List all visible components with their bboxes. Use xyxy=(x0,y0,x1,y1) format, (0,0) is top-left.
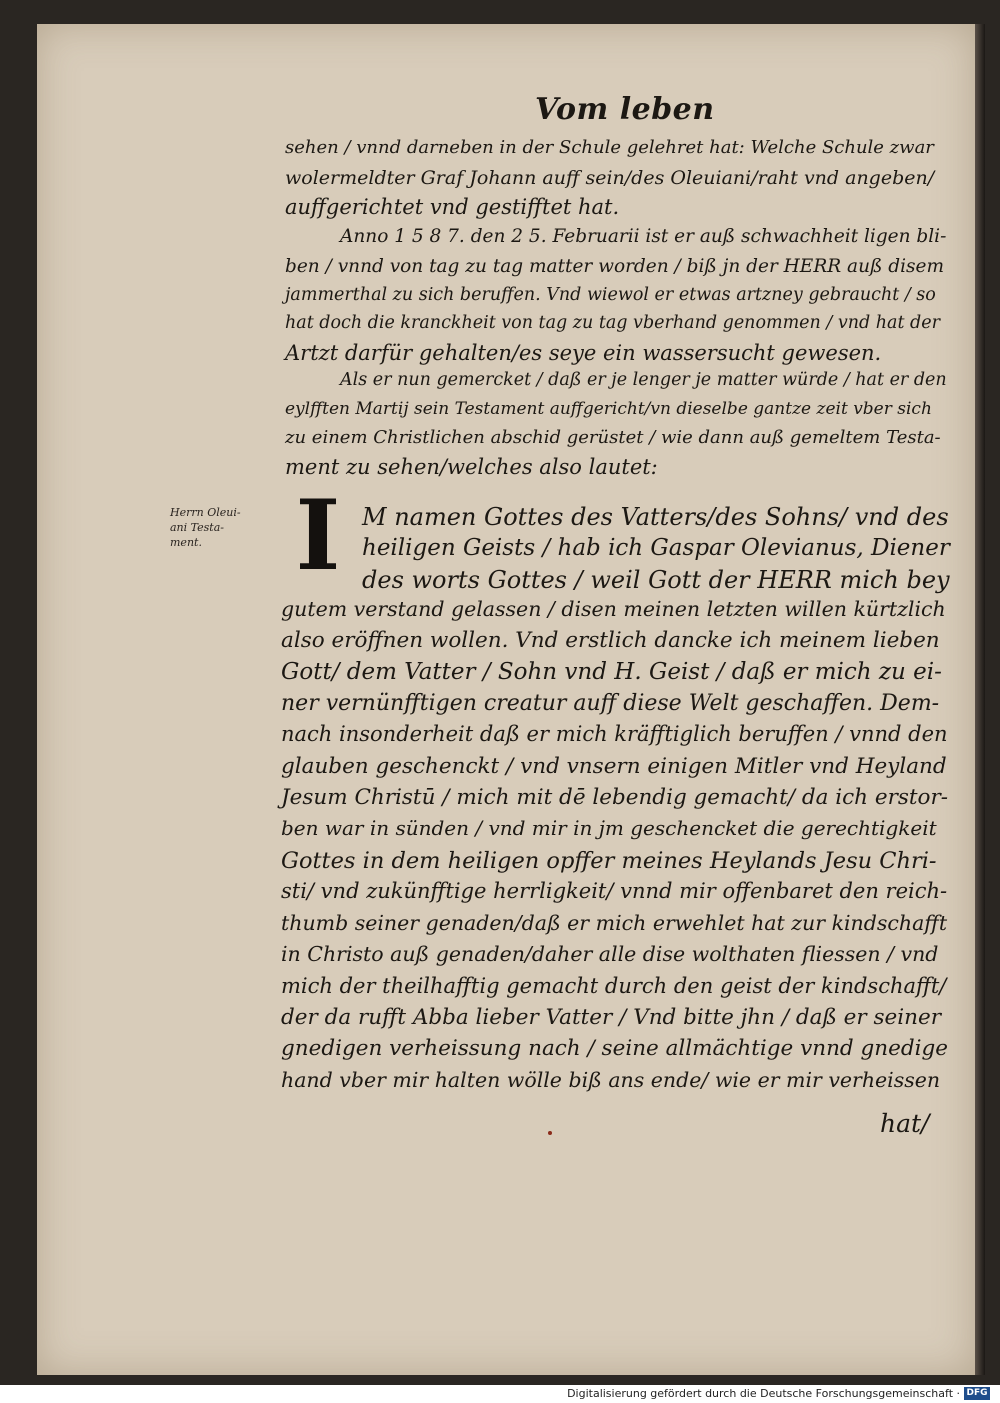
text-line: ben war in sünden / vnd mir in jm geschencket die gerechtigkeit xyxy=(281,816,937,840)
page-edge xyxy=(975,24,985,1375)
text-line: hat doch die kranckheit von tag zu tag vberhand genommen / vnd hat der xyxy=(285,313,940,333)
text-line: thumb seiner genaden/daß er mich erwehlet hat zur kindschafft xyxy=(281,911,948,935)
dfg-logo[interactable]: DFG xyxy=(964,1387,990,1400)
text-line: M namen Gottes des Vatters/des Sohns/ vnd des xyxy=(362,503,949,531)
text-line: Artzt darfür gehalten/es seye ein wassersucht gewesen. xyxy=(285,341,882,365)
text-line: sti/ vnd zukünfftige herrligkeit/ vnnd mir offenbaret den reich- xyxy=(281,879,948,903)
text-line: auffgerichtet vnd gestifftet hat. xyxy=(285,195,620,219)
text-line: des worts Gottes / weil Gott der HERR mich bey xyxy=(362,566,950,594)
text-line: jammerthal zu sich beruffen. Vnd wiewol er etwas artzney gebraucht / so xyxy=(285,285,936,305)
text-line: Anno 1 5 8 7. den 2 5. Februarii ist er auß schwachheit ligen bli- xyxy=(340,226,947,247)
ink-spot xyxy=(548,1131,552,1135)
catchword: hat/ xyxy=(880,1109,930,1138)
text-line: heiligen Geists / hab ich Gaspar Olevianus, Diener xyxy=(362,535,950,561)
text-line: der da rufft Abba lieber Vatter / Vnd bitte jhn / daß er seiner xyxy=(281,1005,942,1030)
text-line: mich der theilhafftig gemacht durch den geist der kindschafft/ xyxy=(281,974,947,998)
text-line: Gottes in dem heiligen opffer meines Heylands Jesu Chri- xyxy=(281,848,937,874)
text-line: gutem verstand gelassen / disen meinen letzten willen kürtzlich xyxy=(281,597,946,621)
text-line: ben / vnnd von tag zu tag matter worden / biß jn der HERR auß disem xyxy=(285,256,944,277)
footer-credit: Digitalisierung gefördert durch die Deutsche Forschungsgemeinschaft · xyxy=(567,1387,960,1400)
text-line: Als er nun gemercket / daß er je lenger je matter würde / hat er den xyxy=(340,370,947,390)
text-line: wolermeldter Graf Johann auff sein/des Oleuiani/raht vnd angeben/ xyxy=(285,167,935,189)
text-line: in Christo auß genaden/daher alle dise wolthaten fliessen / vnd xyxy=(281,942,939,966)
text-line: zu einem Christlichen abschid gerüstet / wie dann auß gemeltem Testa- xyxy=(285,427,941,448)
text-line: sehen / vnnd darneben in der Schule gelehret hat: Welche Schule zwar xyxy=(285,137,934,158)
running-header: Vom leben xyxy=(535,92,715,127)
decorative-initial: I xyxy=(295,479,341,592)
margin-note xyxy=(170,505,280,550)
text-line: gnedigen verheissung nach / seine allmächtige vnnd gnedige xyxy=(281,1036,948,1061)
text-line: Jesum Christū / mich mit dē lebendig gemacht/ da ich erstor- xyxy=(281,785,949,810)
text-line: Gott/ dem Vatter / Sohn vnd H. Geist / daß er mich zu ei- xyxy=(281,659,942,685)
text-line: ner vernünfftigen creatur auff diese Welt geschaffen. Dem- xyxy=(281,691,940,716)
text-line: glauben geschenckt / vnd vnsern einigen Mitler vnd Heyland xyxy=(281,754,947,779)
margin-note-line: ani Testa- xyxy=(170,521,224,534)
text-line: ment zu sehen/welches also lautet: xyxy=(285,455,658,479)
margin-note-line: Herrn Oleui- xyxy=(170,506,241,519)
text-line: nach insonderheit daß er mich kräfftiglich beruffen / vnnd den xyxy=(281,722,948,746)
text-line: eylfften Martij sein Testament auffgericht/vn dieselbe gantze zeit vber sich xyxy=(285,399,932,419)
text-line: hand vber mir halten wölle biß ans ende/ wie er mir verheissen xyxy=(281,1068,941,1092)
text-line: also eröffnen wollen. Vnd erstlich dancke ich meinem lieben xyxy=(281,628,940,653)
margin-note-line: ment. xyxy=(170,536,202,549)
